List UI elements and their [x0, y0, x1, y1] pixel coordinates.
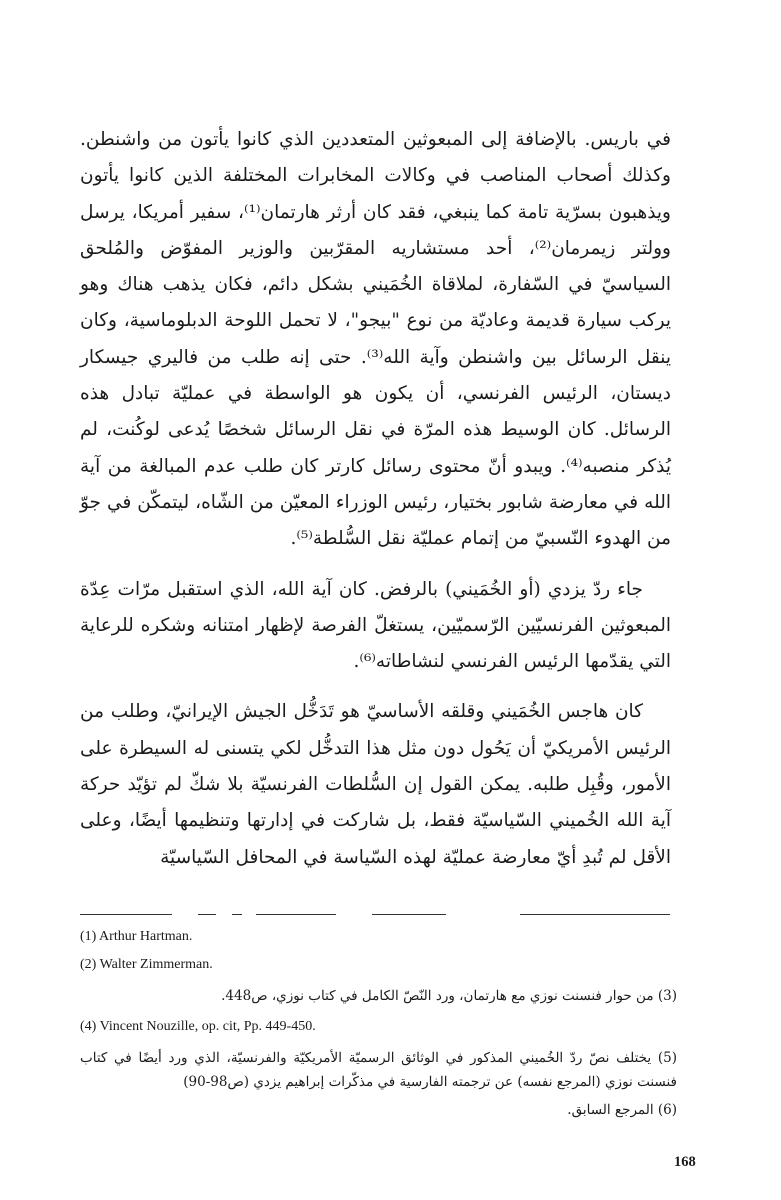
footnote-2: (2) Walter Zimmerman. [80, 957, 213, 972]
footnotes [80, 928, 677, 1132]
footnote-3: (3) من حوار فنسنت نوزي مع هارتمان، ورد النّصّ الكامل في كتاب نوزي، ص448. [221, 988, 677, 1004]
paragraph-3: كان هاجس الخُمَيني وقلقه الأساسيّ هو تَدَخُّل الجيش الإيرانيّ، وطلب من الرئيس الأمريكيّ أن يَحُول دون مثل هذا التدخُّل لكي يتسنى له السيطرة على الأمور، وقُبِل طلبه. يمكن القول إن السُّلطات الفرنسيّة بلا شكّ لم تؤيّد حركة آية الله الخُميني السّياسيّة فقط، بل شاركت في إدارتها وتنظيمها أيضًا، وعلى الأقل لم تُبدِ أيّ معارضة عمليّة لهذه السّياسة في المحافل السّياسيّة [80, 701, 671, 868]
paragraph-1: في باريس. بالإضافة إلى المبعوثين المتعددين الذي كانوا يأتون من واشنطن. وكذلك أصحاب المناصب في وكالات المخابرات المختلفة الذين كانوا يأتون ويذهبون بسرّية تامة كما ينبغي، فقد كان أرثر هارتمان⁽¹⁾، سفير أمريكا، يرسل وولتر زيمرمان⁽²⁾، أحد مستشاريه المقرّبين والوزير المفوّض والمُلحق السياسيّ في السّفارة، لملاقاة الخُمَيني بشكل دائم، فكان يذهب هناك وهو يركب سيارة قديمة وعاديّة من نوع "بيجو"، لا تحمل اللوحة الدبلوماسية، وكان ينقل الرسائل بين واشنطن وآية الله⁽³⁾. حتى إنه طلب من فاليري جيسكار ديستان، الرئيس الفرنسي، أن يكون هو الواسطة في عمليّة تبادل هذه الرسائل. كان الوسيط هذه المرّة في نقل الرسائل شخصًا يُدعى لوكُنت، لم يُذكر منصبه⁽⁴⁾. ويبدو أنّ محتوى رسائل كارتر كان طلب عدم المبالغة من آية الله في معارضة شابور بختيار، رئيس الوزراء المعيّن من الشّاه، ليتمكّن في جوّ من الهدوء النّسبيّ من إتمام عمليّة نقل السُّلطة⁽⁵⁾. [80, 129, 672, 550]
footnote-6: (6) المرجع السابق. [567, 1102, 677, 1118]
footnote-1: (1) Arthur Hartman. [80, 929, 193, 944]
footnote-5: (5) يختلف نصّ ردّ الخُميني المذكور في الوثائق الرسميّة الأمريكيّة والفرنسيّة، الذي ورد أيضًا في كتاب فنسنت نوزي (المرجع نفسه) عن ترجمته الفارسية في مذكّرات إبراهيم يزدي (ص98-90) [80, 1050, 677, 1090]
main-text [80, 122, 671, 876]
page-number: 168 [674, 1154, 696, 1170]
footnote-divider [80, 914, 671, 916]
footnote-4: (4) Vincent Nouzille, op. cit, Pp. 449-450. [80, 1019, 316, 1034]
paragraph-2: جاء ردّ يزدي (أو الخُمَيني) بالرفض. كان آية الله، الذي استقبل مرّات عِدّة المبعوثين الفرنسيّين الرّسميّين، يستغلّ الفرصة لإظهار امتنانه وشكره للرعاية التي يقدّمها الرئيس الفرنسي لنشاطاته⁽⁶⁾. [80, 578, 671, 673]
